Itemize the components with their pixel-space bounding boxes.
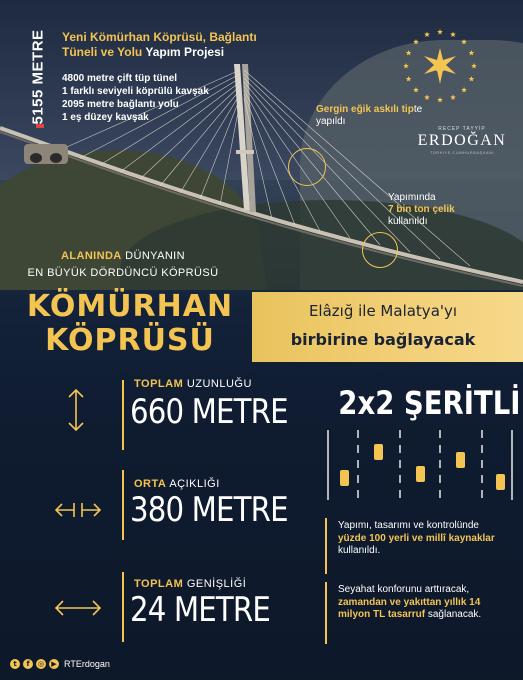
seal-star bbox=[437, 97, 443, 102]
callout-ring-steel bbox=[362, 232, 398, 268]
project-heading bbox=[62, 30, 262, 60]
seal-star bbox=[424, 94, 430, 99]
list-item: 1 farklı seviyeli köprülü kavşak bbox=[62, 86, 209, 97]
metric-length-label-yellow: TOPLAM bbox=[134, 378, 184, 390]
subtitle bbox=[0, 248, 246, 282]
seal-star bbox=[469, 76, 475, 81]
facebook-icon[interactable]: f bbox=[23, 659, 33, 669]
heading-line2-yellow: Tüneli ve Yolu bbox=[62, 45, 143, 59]
band-line1: Elâzığ ile Malatya'yı bbox=[308, 302, 458, 320]
metric-span-label bbox=[134, 478, 220, 490]
metric-span-label-yellow: ORTA bbox=[134, 478, 167, 490]
heading-line1: Yeni Kömürhan Köprüsü, Bağlantı bbox=[62, 30, 257, 44]
note-local-resources bbox=[338, 520, 506, 558]
note1-white: Yapımı, tasarımı ve kontrolünde bbox=[338, 520, 479, 531]
signature-small: RECEP TAYYİP bbox=[438, 126, 486, 132]
seal-star bbox=[461, 39, 467, 44]
road-lanes-illustration bbox=[320, 430, 520, 500]
metric-span-label-white: AÇIKLIĞI bbox=[169, 478, 220, 490]
page-title bbox=[10, 290, 250, 358]
total-length-vertical bbox=[26, 29, 48, 128]
signature-name: ERDOĞAN bbox=[417, 132, 507, 149]
metric-divider bbox=[122, 470, 124, 540]
list-item: 4800 metre çift tüp tünel bbox=[62, 73, 178, 84]
note2-white: Seyahat konforunu arttıracak, bbox=[338, 584, 470, 595]
social-footer bbox=[10, 657, 110, 671]
seal-star bbox=[413, 39, 419, 44]
seal-star bbox=[461, 87, 467, 92]
metric-width-label bbox=[134, 578, 246, 590]
metric-width-label-white: GENİŞLİĞİ bbox=[186, 578, 247, 590]
callout-ring-cable bbox=[288, 148, 326, 186]
callout-steel-line3: kullanıldı bbox=[388, 216, 428, 227]
seal-star bbox=[406, 50, 412, 55]
seal-star bbox=[450, 32, 456, 37]
callout-cable-white: te bbox=[413, 104, 423, 115]
callout-cable-line2: yapıldı bbox=[316, 116, 346, 127]
note2-end: sağlanacak. bbox=[427, 609, 482, 620]
presidential-seal-icon bbox=[400, 26, 480, 106]
subtitle-yellow: ALANINDA bbox=[61, 250, 122, 262]
callout-steel-line1: Yapımında bbox=[388, 192, 436, 203]
total-length-text: 5155 METRE bbox=[29, 29, 47, 125]
note-divider bbox=[325, 582, 327, 644]
callout-steel-yellow: 7 bin ton çelik bbox=[388, 204, 455, 215]
horizontal-arrow-icon bbox=[54, 598, 102, 618]
metric-width-value: 24 METRE bbox=[130, 590, 270, 630]
signature-sub: TÜRKİYE CUMHURBAŞKANI bbox=[429, 150, 495, 155]
metric-length-label-white: UZUNLUĞU bbox=[186, 378, 252, 390]
metric-span-value: 380 METRE bbox=[130, 490, 288, 530]
callout-cable bbox=[316, 104, 422, 128]
seal-star bbox=[437, 29, 443, 34]
metric-divider bbox=[122, 380, 124, 450]
seal-star bbox=[403, 63, 409, 68]
instagram-icon[interactable]: ◎ bbox=[37, 660, 45, 668]
youtube-icon[interactable]: ▶ bbox=[49, 659, 59, 669]
heading-line2-white: Yapım Projesi bbox=[145, 45, 225, 59]
seal-star bbox=[406, 76, 412, 81]
project-list bbox=[62, 72, 209, 124]
metric-width-label-yellow: TOPLAM bbox=[134, 578, 184, 590]
callout-steel bbox=[388, 192, 455, 228]
bridge-photo bbox=[0, 0, 523, 290]
note1-end: kullanıldı. bbox=[338, 545, 381, 556]
list-item: 1 eş düzey kavşak bbox=[62, 112, 149, 123]
subtitle-line2: EN BÜYÜK DÖRDÜNCÜ KÖPRÜSÜ bbox=[27, 267, 219, 279]
note2-yellow: zamandan ve yakıttan yıllık 14 milyon TL tasarruf bbox=[338, 596, 481, 620]
band-line2: birbirine bağlayacak bbox=[290, 330, 476, 349]
seal-star bbox=[469, 50, 475, 55]
seal-star bbox=[413, 87, 419, 92]
note1-yellow: yüzde 100 yerli ve millî kaynaklar bbox=[338, 532, 495, 544]
title-line2: KÖPRÜSÜ bbox=[45, 323, 215, 358]
subtitle-white: DÜNYANIN bbox=[125, 250, 185, 262]
title-line1: KÖMÜRHAN bbox=[26, 289, 234, 324]
callout-cable-yellow: Gergin eğik askılı tip bbox=[316, 104, 414, 115]
seal-star bbox=[424, 32, 430, 37]
vertical-arrow-icon bbox=[64, 388, 88, 432]
signature-block bbox=[412, 126, 512, 155]
seal-star bbox=[471, 63, 477, 68]
metric-divider bbox=[122, 572, 124, 642]
seal-star bbox=[450, 94, 456, 99]
metric-length-value: 660 METRE bbox=[130, 392, 288, 432]
note-savings bbox=[338, 584, 506, 622]
center-span-arrow-icon bbox=[54, 500, 102, 520]
social-handle[interactable]: RTErdogan bbox=[64, 659, 110, 669]
twitter-icon[interactable]: t bbox=[10, 659, 20, 669]
lanes-title: 2x2 ŞERİTLİ bbox=[338, 384, 521, 422]
note-divider bbox=[325, 518, 327, 574]
list-item: 2095 metre bağlantı yolu bbox=[62, 99, 179, 110]
metric-length-label bbox=[134, 378, 252, 390]
